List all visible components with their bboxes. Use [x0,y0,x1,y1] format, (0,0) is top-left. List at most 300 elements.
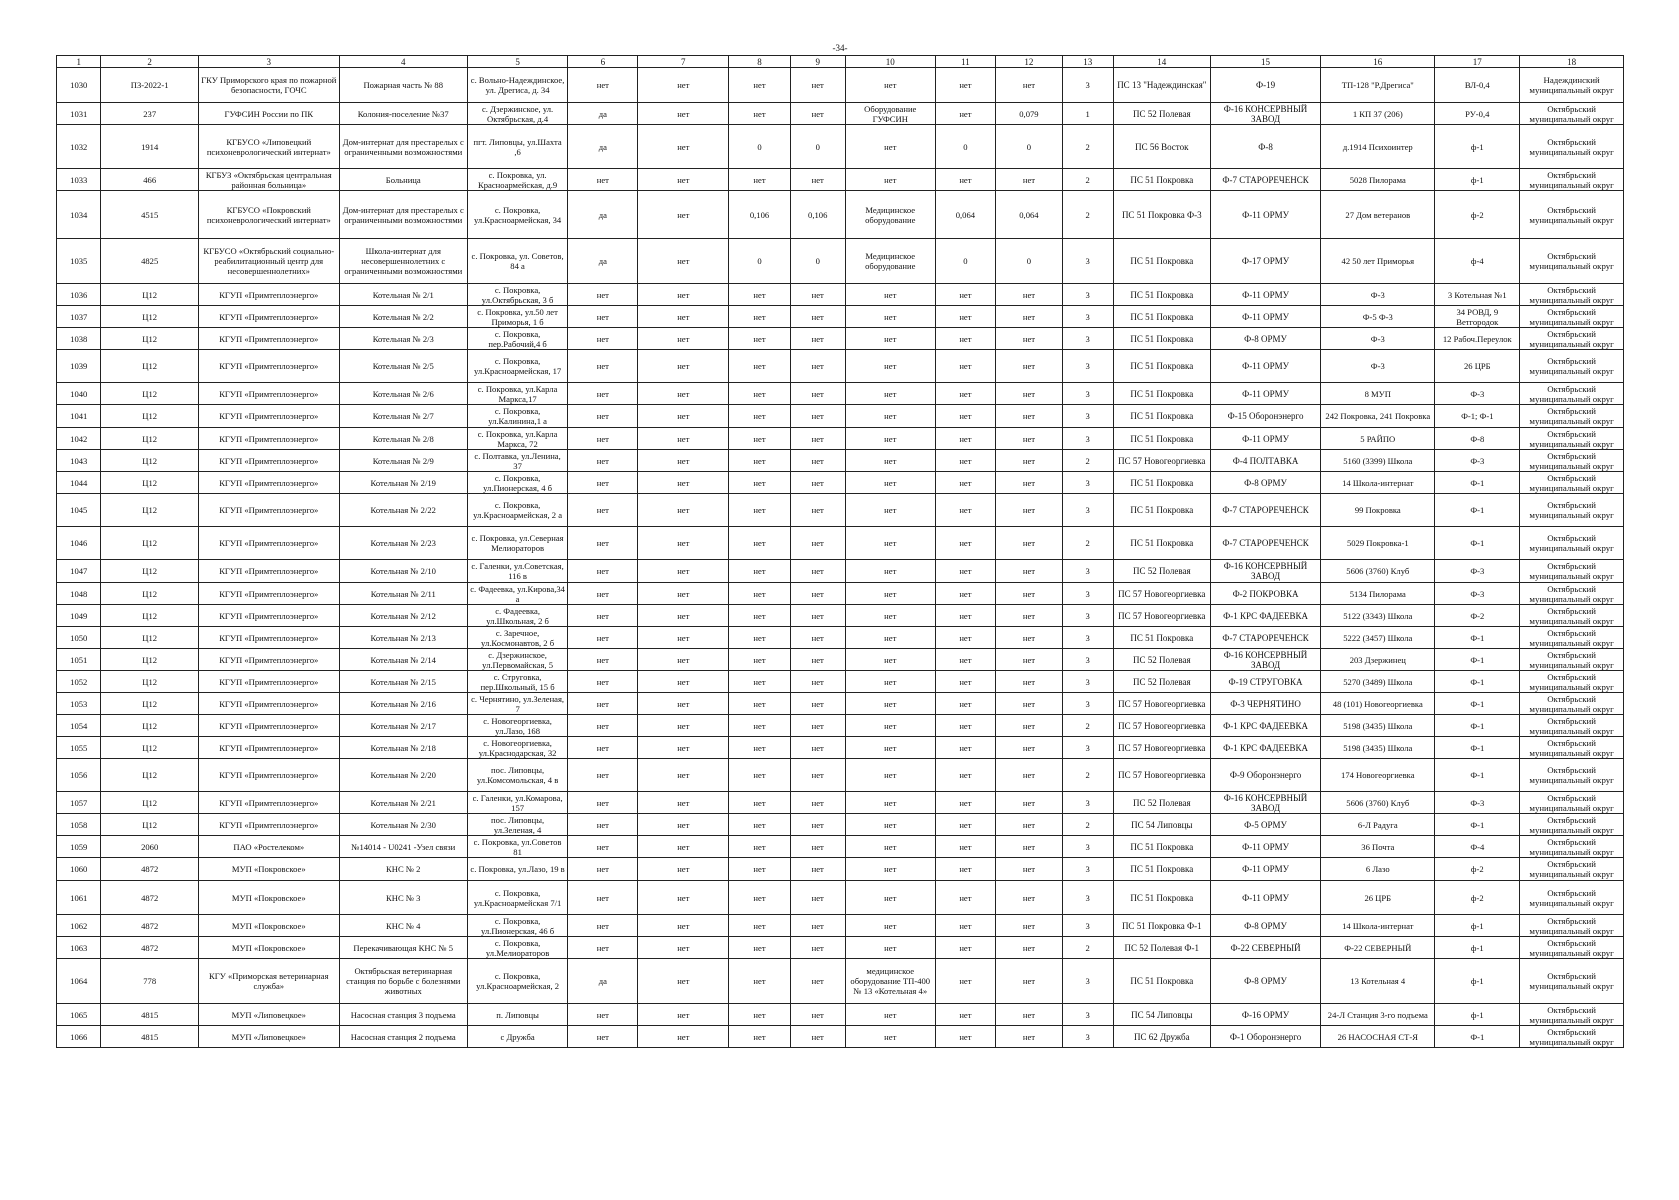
table-cell: с. Новогеоргиевка, ул.Краснодарская, 32 [467,737,568,759]
table-cell: Котельная № 2/8 [339,428,467,450]
table-cell: нет [996,383,1063,405]
table-cell: ПС 57 Новогеоргиевка [1113,693,1210,715]
table-cell: нет [729,737,790,759]
table-cell: Оборудование ГУФСИН [845,103,935,125]
column-header: 9 [790,56,845,68]
table-row [57,915,1624,937]
table-cell: 1060 [57,858,101,881]
table-cell: Октябрьский муниципальный округ [1520,350,1624,383]
table-cell: нет [729,328,790,350]
table-cell: ПС 51 Покровка [1113,527,1210,560]
table-cell: Ф-3 [1321,284,1435,306]
table-cell: нет [568,350,638,383]
table-cell: Ф-1 [1435,472,1520,494]
table-cell: Котельная № 2/17 [339,715,467,737]
table-cell: нет [638,450,729,472]
table-body [57,68,1624,1048]
table-cell: 1040 [57,383,101,405]
table-cell: Октябрьский муниципальный округ [1520,284,1624,306]
page-number: -34- [832,43,848,53]
table-cell: нет [845,527,935,560]
table-cell: нет [729,1026,790,1048]
table-cell: Котельная № 2/22 [339,494,467,527]
table-cell: нет [935,649,995,671]
table-cell: 1066 [57,1026,101,1048]
table-cell: нет [729,814,790,836]
table-cell: 3 [1062,605,1113,627]
table-cell: нет [935,814,995,836]
table-row [57,605,1624,627]
table-cell: нет [790,428,845,450]
table-cell: КГБУЗ «Октябрьская центральная районная больница» [198,169,339,191]
table-cell: нет [845,792,935,814]
table-cell: нет [996,583,1063,605]
table-cell: Октябрьский муниципальный округ [1520,1026,1624,1048]
table-cell: нет [729,715,790,737]
table-cell: Котельная № 2/30 [339,814,467,836]
table-cell: КГУП «Примтеплоэнерго» [198,737,339,759]
table-cell: нет [790,350,845,383]
table-cell: ПС 57 Новогеоргиевка [1113,759,1210,792]
table-cell: ПС 51 Покровка [1113,169,1210,191]
table-cell: Октябрьский муниципальный округ [1520,494,1624,527]
table-cell: нет [568,737,638,759]
table-cell: нет [638,1026,729,1048]
table-cell: Ф-7 СТАРОРЕЧЕНСК [1211,527,1321,560]
table-cell: нет [845,671,935,693]
table-cell: нет [935,383,995,405]
table-cell: ф-2 [1435,191,1520,239]
column-header: 18 [1520,56,1624,68]
table-cell: нет [996,715,1063,737]
table-cell: 1046 [57,527,101,560]
table-cell: Котельная № 2/1 [339,284,467,306]
column-header: 13 [1062,56,1113,68]
table-cell: нет [996,472,1063,494]
table-row [57,284,1624,306]
table-row [57,959,1624,1004]
table-cell: 3 [1062,239,1113,284]
table-cell: с. Дзержинское, ул. Октябрьская, д.4 [467,103,568,125]
table-cell: нет [996,959,1063,1004]
table-cell: Ф-11 ОРМУ [1211,836,1321,858]
table-cell: Ф-1 КРС ФАДЕЕВКА [1211,715,1321,737]
table-cell: Октябрьский муниципальный округ [1520,1004,1624,1026]
table-cell: Ц12 [101,583,198,605]
table-cell: нет [996,169,1063,191]
table-cell: нет [845,605,935,627]
table-cell: 3 [1062,627,1113,649]
table-cell: ГУФСИН России по ПК [198,103,339,125]
table-cell: нет [638,428,729,450]
table-cell: с. Струговка, пер.Школьный, 15 б [467,671,568,693]
table-cell: нет [935,284,995,306]
table-cell: нет [729,284,790,306]
table-cell: КНС № 4 [339,915,467,937]
table-cell: да [568,239,638,284]
table-cell: 4815 [101,1026,198,1048]
table-cell: Медицинское оборудование [845,239,935,284]
table-cell: нет [638,671,729,693]
table-cell: Ц12 [101,814,198,836]
table-cell: 5160 (3399) Школа [1321,450,1435,472]
table-cell: Ф-1 [1435,649,1520,671]
table-cell: 2 [1062,814,1113,836]
table-row [57,836,1624,858]
table-cell: нет [729,405,790,428]
table-row [57,814,1624,836]
table-cell: 2 [1062,125,1113,169]
table-cell: нет [935,350,995,383]
table-cell: 5029 Покровка-1 [1321,527,1435,560]
table-cell: МУП «Липовецкое» [198,1026,339,1048]
table-cell: 1041 [57,405,101,428]
table-cell: с. Покровка, ул.Октябрьская, 3 б [467,284,568,306]
table-cell: 778 [101,959,198,1004]
table-cell: 3 [1062,560,1113,583]
table-cell: нет [568,937,638,959]
table-cell: ф-1 [1435,915,1520,937]
table-cell: нет [790,472,845,494]
table-cell: КГУП «Примтеплоэнерго» [198,560,339,583]
table-cell: Ц12 [101,737,198,759]
table-cell: с. Галенки, ул.Советская, 116 в [467,560,568,583]
table-cell: Ф-4 ПОЛТАВКА [1211,450,1321,472]
table-cell: 1043 [57,450,101,472]
table-cell: нет [729,693,790,715]
table-row [57,792,1624,814]
table-cell: Октябрьский муниципальный округ [1520,959,1624,1004]
table-row [57,428,1624,450]
table-cell: нет [996,937,1063,959]
table-cell: Октябрьский муниципальный округ [1520,881,1624,915]
table-cell: нет [568,383,638,405]
table-cell: Котельная № 2/13 [339,627,467,649]
table-cell: нет [568,284,638,306]
table-cell: Ф-3 [1435,450,1520,472]
table-cell: 1039 [57,350,101,383]
table-cell: нет [638,527,729,560]
table-cell: с. Новогеоргиевка, ул.Лазо, 168 [467,715,568,737]
table-row [57,627,1624,649]
table-cell: Ф-15 Оборонэнерго [1211,405,1321,428]
table-cell: Октябрьский муниципальный округ [1520,306,1624,328]
table-cell: нет [729,937,790,959]
table-cell: ПС 51 Покровка [1113,494,1210,527]
table-cell: Котельная № 2/20 [339,759,467,792]
table-cell: 5122 (3343) Школа [1321,605,1435,627]
table-cell: МУП «Покровское» [198,937,339,959]
table-cell: 5198 (3435) Школа [1321,715,1435,737]
table-cell: нет [996,858,1063,881]
table-cell: с. Покровка, ул.50 лет Приморья, 1 б [467,306,568,328]
table-cell: нет [996,836,1063,858]
table-cell: 3 [1062,350,1113,383]
table-cell: 203 Дзержинец [1321,649,1435,671]
table-row [57,1026,1624,1048]
table-cell: нет [996,605,1063,627]
table-cell: нет [996,284,1063,306]
table-cell: 0 [996,239,1063,284]
table-cell: КГУП «Примтеплоэнерго» [198,350,339,383]
table-cell: ПС 62 Дружба [1113,1026,1210,1048]
table-cell: 3 [1062,858,1113,881]
table-cell: нет [845,494,935,527]
table-cell: 0 [729,239,790,284]
table-cell: с. Покровка, ул.Пионерская, 4 б [467,472,568,494]
table-cell: Ф-1 [1435,693,1520,715]
table-cell: Ф-11 ОРМУ [1211,383,1321,405]
table-cell: КГУП «Примтеплоэнерго» [198,472,339,494]
table-cell: нет [568,328,638,350]
table-cell: ГКУ Приморского края по пожарной безопасности, ГОЧС [198,68,339,103]
table-cell: с. Покровка, ул.Карла Маркса,17 [467,383,568,405]
table-cell: Октябрьский муниципальный округ [1520,693,1624,715]
table-cell: 27 Дом ветеранов [1321,191,1435,239]
table-cell: Насосная станция 3 подъема [339,1004,467,1026]
table-cell: нет [568,560,638,583]
table-cell: 4515 [101,191,198,239]
table-cell: 0,079 [996,103,1063,125]
table-cell: нет [729,649,790,671]
table-cell: нет [935,560,995,583]
table-cell: нет [568,836,638,858]
table-cell: КГУП «Примтеплоэнерго» [198,649,339,671]
table-cell: КГУП «Примтеплоэнерго» [198,583,339,605]
table-cell: нет [790,284,845,306]
table-cell: с. Покровка, ул.Лазо, 19 в [467,858,568,881]
table-cell: Октябрьский муниципальный округ [1520,383,1624,405]
table-cell: Ф-1 [1435,527,1520,560]
table-cell: нет [729,560,790,583]
column-header: 5 [467,56,568,68]
table-cell: нет [996,881,1063,915]
table-cell: п. Липовцы [467,1004,568,1026]
table-cell: Ф-1 [1435,494,1520,527]
table-cell: КГБУСО «Октябрьский социально-реабилитационный центр для несовершеннолетних» [198,239,339,284]
table-row [57,383,1624,405]
table-cell: ПС 51 Покровка [1113,328,1210,350]
table-cell: ВЛ-0,4 [1435,68,1520,103]
table-cell: с. Покровка, ул. Красноармейская, д.9 [467,169,568,191]
table-cell: ф-1 [1435,959,1520,1004]
table-cell: нет [729,759,790,792]
table-cell: Котельная № 2/21 [339,792,467,814]
table-cell: Котельная № 2/5 [339,350,467,383]
table-cell: нет [638,737,729,759]
table-row [57,103,1624,125]
table-cell: нет [638,306,729,328]
table-cell: 4815 [101,1004,198,1026]
table-cell: 3 [1062,649,1113,671]
table-cell: да [568,191,638,239]
table-cell: нет [996,649,1063,671]
table-cell: Ф-3 [1435,383,1520,405]
table-cell: Насосная станция 2 подъема [339,1026,467,1048]
table-cell: нет [935,937,995,959]
table-cell: 2 [1062,450,1113,472]
table-cell: ПС 57 Новогеоргиевка [1113,737,1210,759]
table-cell: 1045 [57,494,101,527]
table-cell: с. Чернятино, ул.Зеленая, 7 [467,693,568,715]
table-cell: 3 [1062,881,1113,915]
table-cell: с. Покровка, ул.Северная Мелиораторов [467,527,568,560]
table-cell: Октябрьский муниципальный округ [1520,715,1624,737]
table-cell: с. Покровка, ул.Красноармейская, 2 а [467,494,568,527]
table-cell: нет [935,328,995,350]
table-cell: нет [935,671,995,693]
table-cell: КГУП «Примтеплоэнерго» [198,494,339,527]
table-cell: Колония-поселение №37 [339,103,467,125]
table-cell: ПС 51 Покровка [1113,405,1210,428]
table-cell: Ц12 [101,306,198,328]
table-cell: нет [638,125,729,169]
table-cell: нет [568,605,638,627]
table-cell: нет [568,915,638,937]
data-table [56,55,1624,1048]
table-cell: 2 [1062,191,1113,239]
table-cell: Ф-3 [1321,328,1435,350]
table-cell: ТП-128 "Р.Дрегиса" [1321,68,1435,103]
table-cell: 1063 [57,937,101,959]
column-header: 12 [996,56,1063,68]
table-cell: ПС 13 "Надеждинская" [1113,68,1210,103]
table-cell: нет [935,103,995,125]
table-cell: с Дружба [467,1026,568,1048]
table-row [57,715,1624,737]
table-cell: нет [568,759,638,792]
table-cell: 5198 (3435) Школа [1321,737,1435,759]
table-cell: КГУП «Примтеплоэнерго» [198,693,339,715]
table-cell: да [568,103,638,125]
table-cell: 3 [1062,494,1113,527]
table-cell: нет [996,450,1063,472]
table-cell: 1049 [57,605,101,627]
table-cell: нет [638,328,729,350]
table-cell: нет [790,915,845,937]
table-cell: 34 РОВД, 9 Ветгородок [1435,306,1520,328]
table-cell: ф-1 [1435,937,1520,959]
table-cell: нет [845,915,935,937]
table-cell: нет [638,649,729,671]
table-row [57,125,1624,169]
table-cell: КНС № 3 [339,881,467,915]
table-cell: Ф-2 [1435,605,1520,627]
table-cell: нет [729,428,790,450]
table-cell: 1037 [57,306,101,328]
table-cell: КГУ «Приморская ветеринарная служба» [198,959,339,1004]
table-cell: ПС 51 Покровка [1113,959,1210,1004]
table-cell: нет [790,814,845,836]
table-cell: нет [568,693,638,715]
table-cell: 8 МУП [1321,383,1435,405]
table-cell: Котельная № 2/3 [339,328,467,350]
table-cell: пос. Липовцы, ул.Зеленая, 4 [467,814,568,836]
table-cell: ПС 51 Покровка [1113,239,1210,284]
table-cell: нет [729,915,790,937]
table-cell: нет [790,649,845,671]
table-cell: 3 [1062,792,1113,814]
table-cell: нет [935,472,995,494]
table-cell: нет [790,68,845,103]
table-cell: 14 Школа-интернат [1321,915,1435,937]
table-cell: Ф-1 [1435,1026,1520,1048]
table-cell: нет [845,428,935,450]
table-cell: нет [729,605,790,627]
table-cell: 1034 [57,191,101,239]
table-cell: Октябрьский муниципальный округ [1520,239,1624,284]
table-cell: нет [729,836,790,858]
table-cell: КГУП «Примтеплоэнерго» [198,715,339,737]
table-cell: нет [996,671,1063,693]
table-cell: нет [935,428,995,450]
table-cell: Ц12 [101,627,198,649]
table-cell: нет [729,383,790,405]
table-cell: КГУП «Примтеплоэнерго» [198,428,339,450]
table-cell: Ц12 [101,383,198,405]
table-cell: Ц12 [101,450,198,472]
table-cell: нет [790,383,845,405]
table-cell: ф-2 [1435,858,1520,881]
table-cell: нет [790,693,845,715]
table-cell: нет [845,836,935,858]
table-cell: 2 [1062,759,1113,792]
table-cell: нет [790,937,845,959]
table-cell: 99 Покровка [1321,494,1435,527]
table-cell: нет [568,527,638,560]
table-cell: Ц12 [101,328,198,350]
table-cell: нет [790,671,845,693]
table-row [57,450,1624,472]
table-cell: нет [568,715,638,737]
table-cell: нет [935,737,995,759]
table-cell: нет [568,583,638,605]
table-row [57,191,1624,239]
table-cell: 3 [1062,583,1113,605]
table-cell: нет [729,671,790,693]
table-cell: нет [790,627,845,649]
table-cell: нет [790,560,845,583]
table-cell: Ф-16 ОРМУ [1211,1004,1321,1026]
table-row [57,494,1624,527]
table-row [57,405,1624,428]
table-cell: нет [790,1026,845,1048]
table-cell: нет [996,527,1063,560]
table-cell: ПЗ-2022-1 [101,68,198,103]
table-row [57,671,1624,693]
table-cell: Ф-5 Ф-3 [1321,306,1435,328]
table-cell: с. Покровка, ул.Красноармейская, 17 [467,350,568,383]
table-cell: Октябрьский муниципальный округ [1520,671,1624,693]
table-cell: с. Покровка, ул.Калинина,1 а [467,405,568,428]
table-cell: нет [845,350,935,383]
table-cell: ф-1 [1435,1004,1520,1026]
table-cell: 4872 [101,915,198,937]
table-cell: Ф-1 [1435,737,1520,759]
table-row [57,239,1624,284]
table-cell: нет [568,814,638,836]
table-cell: нет [996,405,1063,428]
table-cell: 4872 [101,937,198,959]
table-cell: нет [638,350,729,383]
table-cell: с. Покровка, ул.Пионерская, 46 б [467,915,568,937]
table-cell: нет [568,68,638,103]
table-cell: нет [638,937,729,959]
column-header: 14 [1113,56,1210,68]
table-cell: Котельная № 2/15 [339,671,467,693]
table-cell: нет [790,737,845,759]
table-cell: 3 Котельная №1 [1435,284,1520,306]
